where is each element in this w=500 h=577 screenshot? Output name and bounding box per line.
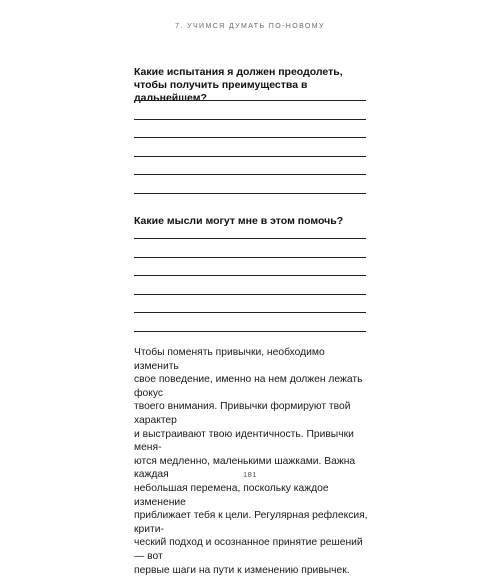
answer-line (134, 100, 366, 101)
answer-line (134, 193, 366, 194)
answer-line (134, 257, 366, 258)
body-paragraph: Чтобы поменять привычки, необходимо изменить свое поведение, именно на нем должен лежать фокус твоего внимания. Привычки формируют твой характер и выстраивают твою идентичность. Привычки меня- ются медленно, маленькими шажками. Важна каждая небольшая перемена, поскольку каждое изменение приближает тебя к цели. Регулярная рефлексия, крити- ческий подход и осознанное принятие решений — вот первые шаги на пути к изменению привычек. (134, 347, 368, 576)
question-2: Какие мысли могут мне в этом помочь? (134, 215, 344, 227)
answer-line (134, 275, 366, 276)
answer-line (134, 156, 366, 157)
answer-line (134, 312, 366, 313)
answer-line (134, 238, 366, 239)
answer-line (134, 137, 366, 138)
answer-line (134, 331, 366, 332)
question-1: Какие испытания я должен преодолеть, чтобы получить преимущества в дальнейшем? (134, 66, 343, 104)
answer-line (134, 119, 366, 120)
answer-line (134, 174, 366, 175)
answer-line (134, 294, 366, 295)
page-number: 181 (242, 470, 257, 479)
running-header: 7. УЧИМСЯ ДУМАТЬ ПО-НОВОМУ (175, 23, 325, 30)
